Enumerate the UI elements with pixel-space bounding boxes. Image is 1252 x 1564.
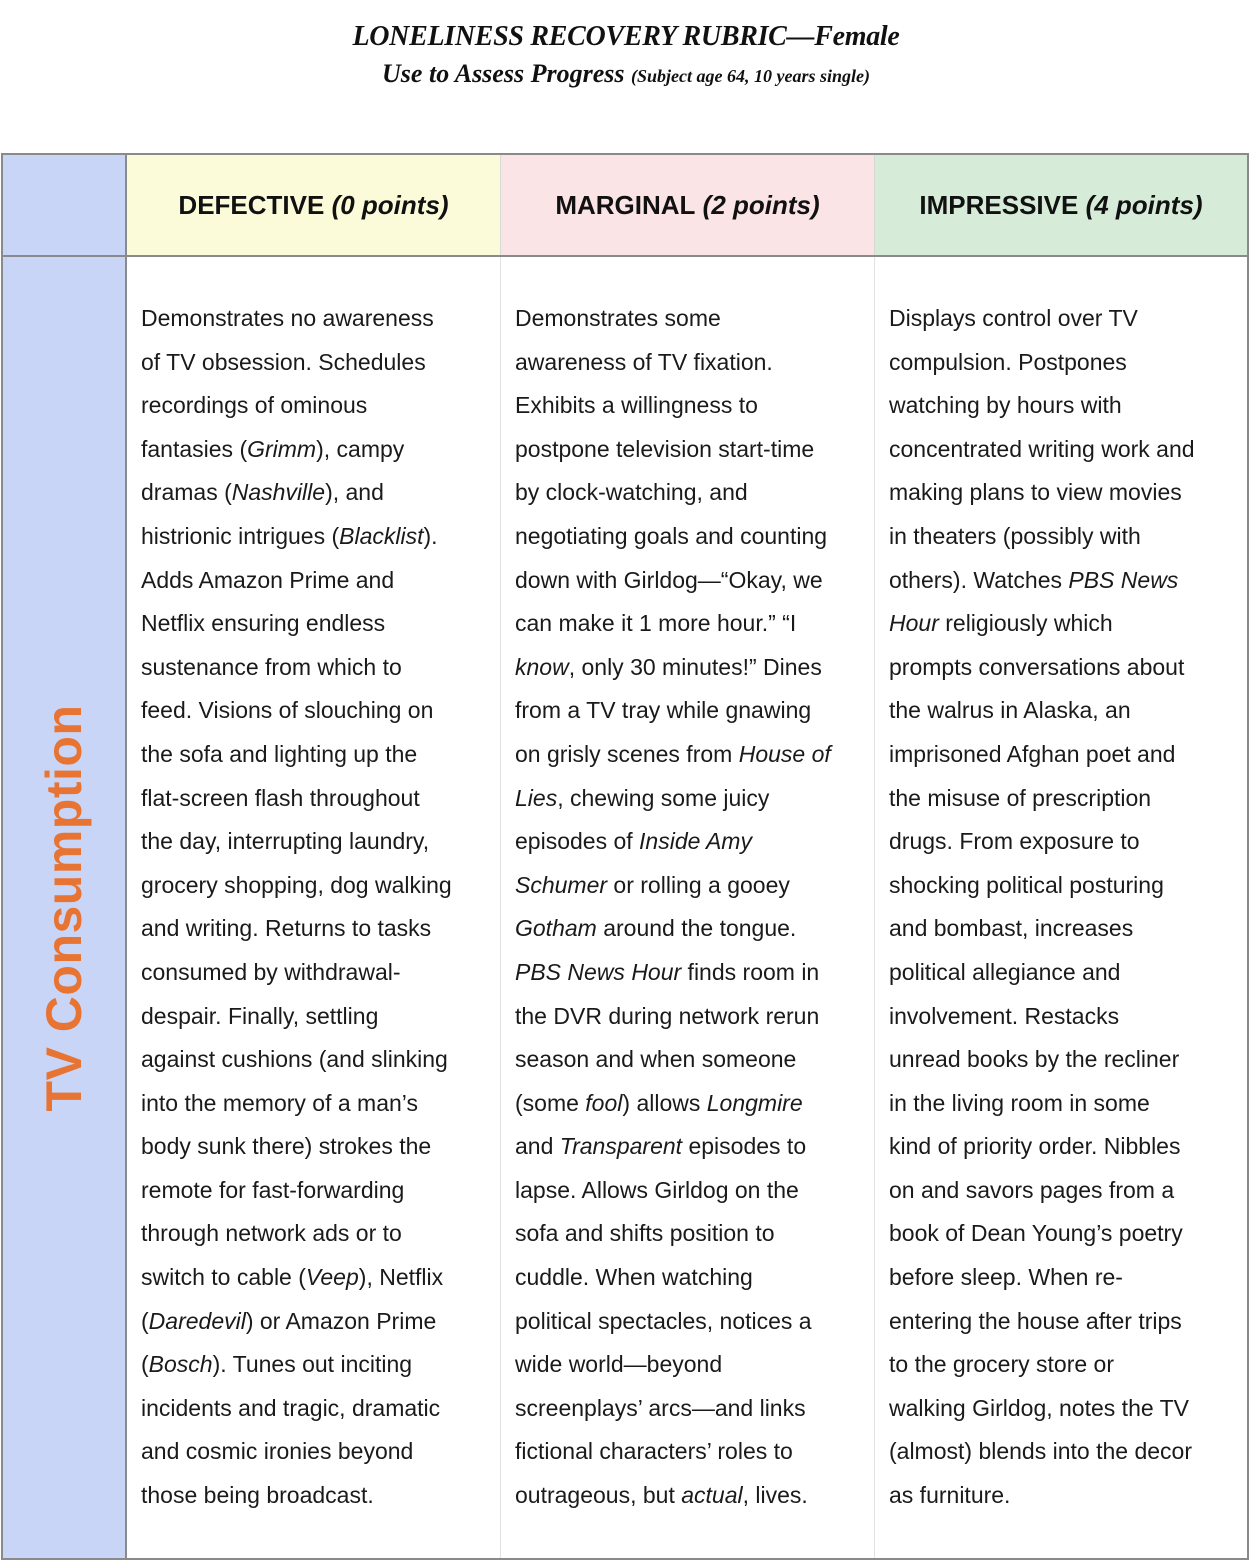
text-line xyxy=(141,1387,490,1431)
text-line xyxy=(141,646,490,690)
text-line xyxy=(141,559,490,603)
text-line xyxy=(515,820,864,864)
text-run: sofa and shifts position to xyxy=(515,1220,775,1247)
text-run: grocery shopping, dog walking xyxy=(141,871,452,898)
text-line xyxy=(515,384,864,428)
text-line xyxy=(515,1387,864,1431)
text-line xyxy=(889,297,1237,341)
header-impressive-label: IMPRESSIVE xyxy=(919,189,1079,220)
text-line xyxy=(515,559,864,603)
text-line xyxy=(515,1300,864,1344)
text-run: fantasies ( xyxy=(141,435,248,462)
text-run: histrionic intrigues ( xyxy=(141,522,340,549)
cell-marginal xyxy=(501,257,875,1558)
text-run: religiously which xyxy=(938,610,1113,637)
text-line xyxy=(141,951,490,995)
italic-title: Veep xyxy=(305,1264,359,1291)
text-run: ), campy xyxy=(316,435,405,462)
text-run: postpone television start-time xyxy=(515,435,815,462)
text-run: the DVR during network rerun xyxy=(515,1002,820,1029)
header-impressive xyxy=(875,155,1247,255)
text-line xyxy=(515,1343,864,1387)
text-run: into the memory of a man’s xyxy=(141,1089,418,1116)
text-run: incidents and tragic, dramatic xyxy=(141,1394,441,1421)
text-line xyxy=(515,777,864,821)
text-run: ), Netflix xyxy=(358,1264,444,1291)
text-line xyxy=(889,341,1237,385)
text-run: (almost) blends into the decor xyxy=(889,1438,1192,1465)
text-line xyxy=(515,995,864,1039)
header-defective-points: (0 points) xyxy=(331,189,449,220)
text-run: wide world—beyond xyxy=(515,1351,723,1378)
text-run: recordings of ominous xyxy=(141,392,368,419)
text-line xyxy=(141,428,490,472)
text-line xyxy=(141,995,490,1039)
text-line xyxy=(141,1343,490,1387)
italic-title: PBS News xyxy=(1068,566,1179,593)
text-run: watching by hours with xyxy=(889,392,1122,419)
text-run: Demonstrates some xyxy=(515,305,721,331)
text-run: kind of priority order. Nibbles xyxy=(889,1133,1181,1160)
text-line xyxy=(515,1169,864,1213)
text-line xyxy=(515,733,864,777)
text-line xyxy=(515,297,864,341)
text-line xyxy=(141,1212,490,1256)
text-run: ). Tunes out inciting xyxy=(212,1351,413,1378)
text-line xyxy=(889,907,1237,951)
text-run: dramas ( xyxy=(141,479,232,506)
italic-title: Blacklist xyxy=(339,522,424,549)
text-run: Adds Amazon Prime and xyxy=(141,566,395,593)
text-run: against cushions (and slinking xyxy=(141,1046,448,1073)
text-run: those being broadcast. xyxy=(141,1482,374,1509)
text-run: on grisly scenes from xyxy=(515,740,739,767)
text-line xyxy=(141,864,490,908)
text-line xyxy=(141,907,490,951)
header-marginal xyxy=(501,155,875,255)
italic-title: Longmire xyxy=(706,1089,803,1116)
header-row xyxy=(3,155,1247,257)
text-line xyxy=(141,733,490,777)
text-line xyxy=(889,1082,1237,1126)
text-line xyxy=(141,820,490,864)
text-line xyxy=(889,995,1237,1039)
text-line xyxy=(515,689,864,733)
text-line xyxy=(515,1038,864,1082)
text-line xyxy=(141,689,490,733)
text-run: cuddle. When watching xyxy=(515,1264,753,1291)
text-line xyxy=(141,602,490,646)
text-line xyxy=(889,951,1237,995)
text-run: , lives. xyxy=(742,1482,808,1509)
text-run: and cosmic ironies beyond xyxy=(141,1438,414,1465)
text-run: Netflix ensuring endless xyxy=(141,610,386,637)
italic-title: Nashville xyxy=(231,479,326,506)
text-line xyxy=(141,1082,490,1126)
text-run: Displays control over TV xyxy=(889,305,1138,331)
text-line xyxy=(141,1125,490,1169)
text-run: from a TV tray while gnawing xyxy=(515,697,812,724)
text-line xyxy=(141,1169,490,1213)
text-run: entering the house after trips xyxy=(889,1307,1182,1334)
text-line xyxy=(141,515,490,559)
text-line xyxy=(889,1387,1237,1431)
text-line xyxy=(515,1082,864,1126)
text-line xyxy=(889,733,1237,777)
header-marginal-points: (2 points) xyxy=(702,189,820,220)
text-run: drugs. From exposure to xyxy=(889,828,1140,855)
text-run: screenplays’ arcs—and links xyxy=(515,1394,806,1421)
text-run: episodes to xyxy=(682,1133,807,1160)
text-run: around the tongue. xyxy=(596,915,797,942)
text-run: the sofa and lighting up the xyxy=(141,740,418,767)
text-line xyxy=(141,1038,490,1082)
italic-title: Transparent xyxy=(559,1133,683,1160)
text-run: ). xyxy=(423,522,438,549)
text-run: remote for fast-forwarding xyxy=(141,1176,405,1203)
text-run: political allegiance and xyxy=(889,958,1121,985)
text-run: consumed by withdrawal- xyxy=(141,958,401,985)
text-line xyxy=(889,864,1237,908)
italic-title: Gotham xyxy=(515,915,597,942)
text-run: in the living room in some xyxy=(889,1089,1150,1116)
text-line xyxy=(141,384,490,428)
text-run: shocking political posturing xyxy=(889,871,1164,898)
text-run: the walrus in Alaska, an xyxy=(889,697,1131,724)
text-line xyxy=(515,864,864,908)
text-run: prompts conversations about xyxy=(889,653,1185,680)
text-line xyxy=(515,1430,864,1474)
text-run: concentrated writing work and xyxy=(889,435,1195,462)
text-line xyxy=(141,1256,490,1300)
text-line xyxy=(515,602,864,646)
text-run: season and when someone xyxy=(515,1046,797,1073)
italic-title: fool xyxy=(585,1089,623,1116)
italic-title: Lies xyxy=(515,784,558,811)
text-run: unread books by the recliner xyxy=(889,1046,1180,1073)
text-line xyxy=(889,1169,1237,1213)
title-subtitle xyxy=(0,56,1252,94)
text-run: fictional characters’ roles to xyxy=(515,1438,793,1465)
text-run: political spectacles, notices a xyxy=(515,1307,812,1334)
text-line xyxy=(889,515,1237,559)
text-line xyxy=(141,777,490,821)
text-line xyxy=(889,646,1237,690)
text-run: can make it 1 more hour.” “I xyxy=(515,610,797,637)
text-run: body sunk there) strokes the xyxy=(141,1133,432,1160)
italic-title: Bosch xyxy=(148,1351,213,1378)
text-run: Exhibits a willingness to xyxy=(515,392,758,419)
text-run: in theaters (possibly with xyxy=(889,522,1141,549)
text-line xyxy=(889,1038,1237,1082)
text-run: others). Watches xyxy=(889,566,1069,593)
text-run: and writing. Returns to tasks xyxy=(141,915,432,942)
header-defective-label: DEFECTIVE xyxy=(178,189,325,220)
text-line xyxy=(515,341,864,385)
header-corner-cell xyxy=(3,155,127,255)
text-line xyxy=(889,1474,1237,1518)
text-line xyxy=(515,907,864,951)
text-line xyxy=(889,384,1237,428)
title-subtitle-note: (Subject age 64, 10 years single) xyxy=(630,66,870,86)
document-title xyxy=(0,18,1252,94)
text-line xyxy=(141,341,490,385)
text-line xyxy=(515,1256,864,1300)
text-line xyxy=(515,1212,864,1256)
text-line xyxy=(889,428,1237,472)
italic-title: House of xyxy=(738,740,831,767)
text-line xyxy=(889,1343,1237,1387)
text-run: Demonstrates no awareness xyxy=(141,305,434,331)
text-line xyxy=(515,515,864,559)
text-run: negotiating goals and counting xyxy=(515,522,828,549)
text-run: , chewing some juicy xyxy=(557,784,770,811)
text-line xyxy=(889,1256,1237,1300)
text-run: before sleep. When re- xyxy=(889,1264,1123,1291)
text-run: of TV obsession. Schedules xyxy=(141,348,426,375)
text-line xyxy=(889,777,1237,821)
text-line xyxy=(141,1474,490,1518)
text-run: episodes of xyxy=(515,828,640,855)
header-marginal-label: MARGINAL xyxy=(555,189,696,220)
text-run: and xyxy=(515,1133,560,1160)
text-run: on and savors pages from a xyxy=(889,1176,1175,1203)
text-line xyxy=(141,1430,490,1474)
text-line xyxy=(889,1430,1237,1474)
italic-title: actual xyxy=(681,1482,743,1509)
text-run: book of Dean Young’s poetry xyxy=(889,1220,1183,1247)
text-line xyxy=(141,471,490,515)
title-main: LONELINESS RECOVERY RUBRIC—Female xyxy=(352,21,900,52)
text-run: ) allows xyxy=(622,1089,707,1116)
text-run: through network ads or to xyxy=(141,1220,402,1247)
text-line xyxy=(515,1474,864,1518)
header-impressive-points: (4 points) xyxy=(1085,189,1203,220)
text-run: switch to cable ( xyxy=(141,1264,306,1291)
text-run: compulsion. Postpones xyxy=(889,348,1127,375)
text-run: flat-screen flash throughout xyxy=(141,784,420,811)
text-run: the misuse of prescription xyxy=(889,784,1152,811)
text-line xyxy=(889,602,1237,646)
text-run: ( xyxy=(141,1351,149,1378)
text-run: (some xyxy=(515,1089,586,1116)
italic-title: Hour xyxy=(889,610,939,637)
cell-defective xyxy=(127,257,501,1558)
text-run: by clock-watching, and xyxy=(515,479,748,506)
text-run: ( xyxy=(141,1307,149,1334)
text-run: awareness of TV fixation. xyxy=(515,348,773,375)
text-run: ), and xyxy=(325,479,384,506)
text-run: as furniture. xyxy=(889,1482,1011,1509)
text-line xyxy=(515,1125,864,1169)
text-line xyxy=(889,689,1237,733)
row-label-tv-consumption: TV Consumption xyxy=(36,704,92,1111)
text-run: despair. Finally, settling xyxy=(141,1002,379,1029)
text-line xyxy=(889,471,1237,515)
italic-title: Inside Amy xyxy=(639,828,752,855)
text-line xyxy=(141,1300,490,1344)
text-line xyxy=(889,820,1237,864)
cell-impressive xyxy=(875,257,1247,1558)
text-line xyxy=(889,1125,1237,1169)
text-run: outrageous, but xyxy=(515,1482,682,1509)
row-label-cell xyxy=(3,257,127,1558)
text-run: ) or Amazon Prime xyxy=(245,1307,437,1334)
header-defective xyxy=(127,155,501,255)
italic-title: Grimm xyxy=(247,435,317,462)
text-line xyxy=(889,559,1237,603)
text-line xyxy=(515,951,864,995)
text-run: the day, interrupting laundry, xyxy=(141,828,430,855)
title-subtitle-main: Use to Assess Progress xyxy=(382,59,625,88)
italic-title: know xyxy=(515,653,569,680)
text-line xyxy=(515,428,864,472)
text-run: and bombast, increases xyxy=(889,915,1134,942)
text-run: to the grocery store or xyxy=(889,1351,1114,1378)
text-line xyxy=(515,646,864,690)
text-line xyxy=(141,297,490,341)
text-run: sustenance from which to xyxy=(141,653,402,680)
text-line xyxy=(515,471,864,515)
text-run: down with Girldog—“Okay, we xyxy=(515,566,823,593)
text-run: making plans to view movies xyxy=(889,479,1182,506)
text-run: involvement. Restacks xyxy=(889,1002,1120,1029)
text-line xyxy=(889,1212,1237,1256)
text-run: feed. Visions of slouching on xyxy=(141,697,434,724)
text-run: imprisoned Afghan poet and xyxy=(889,740,1176,767)
italic-title: Schumer xyxy=(515,871,608,898)
rubric-table xyxy=(1,153,1249,1560)
text-run: walking Girldog, notes the TV xyxy=(889,1394,1190,1421)
text-run: lapse. Allows Girldog on the xyxy=(515,1176,799,1203)
text-run: , only 30 minutes!” Dines xyxy=(568,653,822,680)
text-line xyxy=(889,1300,1237,1344)
italic-title: PBS News Hour xyxy=(515,958,682,985)
italic-title: Daredevil xyxy=(148,1307,246,1334)
text-run: finds room in xyxy=(681,958,820,985)
text-run: or rolling a gooey xyxy=(607,871,790,898)
